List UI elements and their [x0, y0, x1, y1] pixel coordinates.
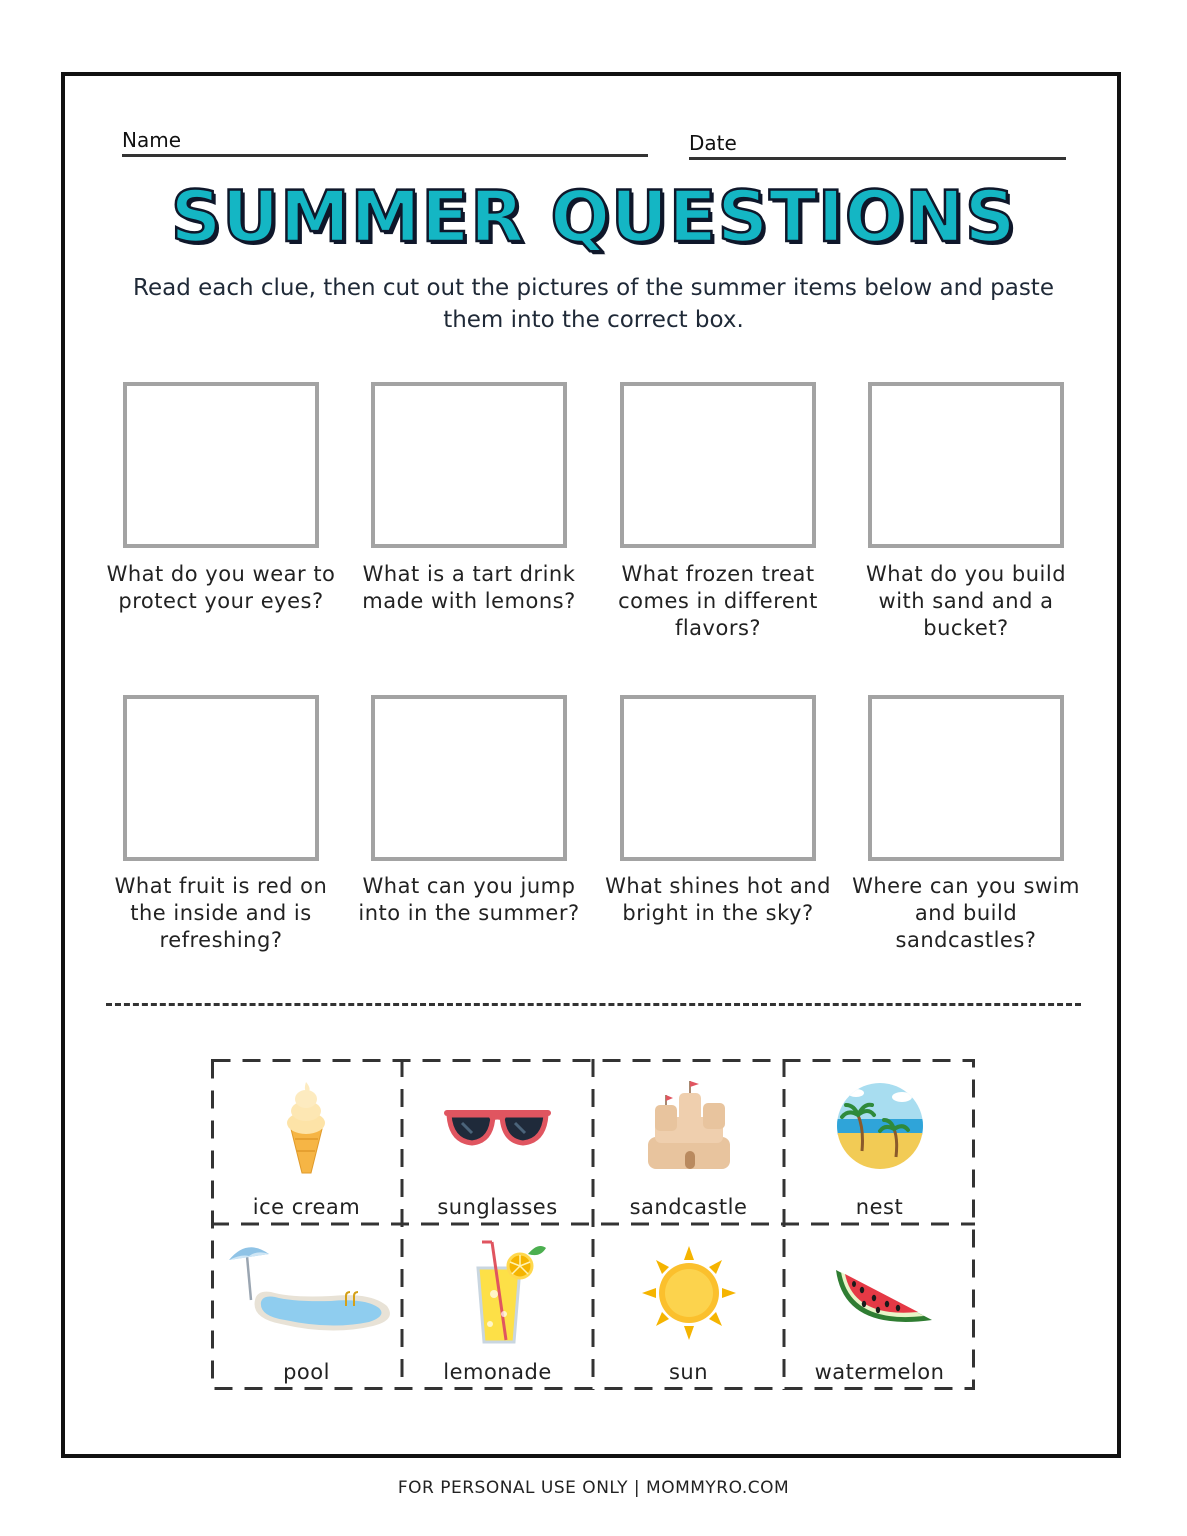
cut-line [106, 1003, 1081, 1006]
answer-box-6[interactable] [371, 695, 567, 861]
cutout-sunglasses[interactable] [402, 1059, 593, 1224]
answer-box-8[interactable] [868, 695, 1064, 861]
answer-box-2[interactable] [371, 382, 567, 548]
answer-box-5[interactable] [123, 695, 319, 861]
cutout-pool[interactable] [211, 1224, 402, 1389]
instructions: Read each clue, then cut out the pictures of the summer items below and paste them into the correct box. [133, 275, 1054, 333]
name-field[interactable] [122, 154, 648, 157]
question-7: What shines hot and bright in the sky? [605, 874, 831, 925]
cutout-ice-cream[interactable] [211, 1059, 402, 1224]
question-8: Where can you swim and build sandcastles? [852, 874, 1080, 952]
question-1: What do you wear to protect your eyes? [106, 562, 336, 613]
cutout-beach[interactable] [784, 1059, 975, 1224]
question-3: What frozen treat comes in different flavors? [618, 562, 818, 640]
answer-box-1[interactable] [123, 382, 319, 548]
cutout-label: pool [283, 1360, 330, 1384]
cutout-lemonade[interactable] [402, 1224, 593, 1389]
cutout-label: nest [855, 1195, 904, 1219]
question-6: What can you jump into in the summer? [358, 874, 580, 925]
cutout-sandcastle[interactable] [593, 1059, 784, 1224]
date-field[interactable] [689, 157, 1066, 160]
cutout-watermelon[interactable] [784, 1224, 975, 1389]
cutout-sun[interactable] [593, 1224, 784, 1389]
cutout-label: watermelon [814, 1360, 945, 1384]
answer-box-3[interactable] [620, 382, 816, 548]
cutout-label: sun [668, 1360, 709, 1384]
cutout-label: sandcastle [629, 1195, 748, 1219]
answer-box-4[interactable] [868, 382, 1064, 548]
name-label: Name [122, 128, 182, 152]
cutout-label: sunglasses [437, 1195, 558, 1219]
question-4: What do you build with sand and a bucket? [865, 562, 1067, 640]
question-5: What fruit is red on the inside and is refreshing? [114, 874, 328, 952]
cutout-label: ice cream [252, 1195, 361, 1219]
cutout-grid [211, 1059, 975, 1390]
answer-box-7[interactable] [620, 695, 816, 861]
footer: FOR PERSONAL USE ONLY | MOMMYRO.COM [397, 1478, 790, 1498]
cutout-label: lemonade [443, 1360, 552, 1384]
page-title: SUMMER QUESTIONS [170, 176, 1017, 258]
date-label: Date [689, 131, 737, 155]
question-2: What is a tart drink made with lemons? [362, 562, 576, 613]
